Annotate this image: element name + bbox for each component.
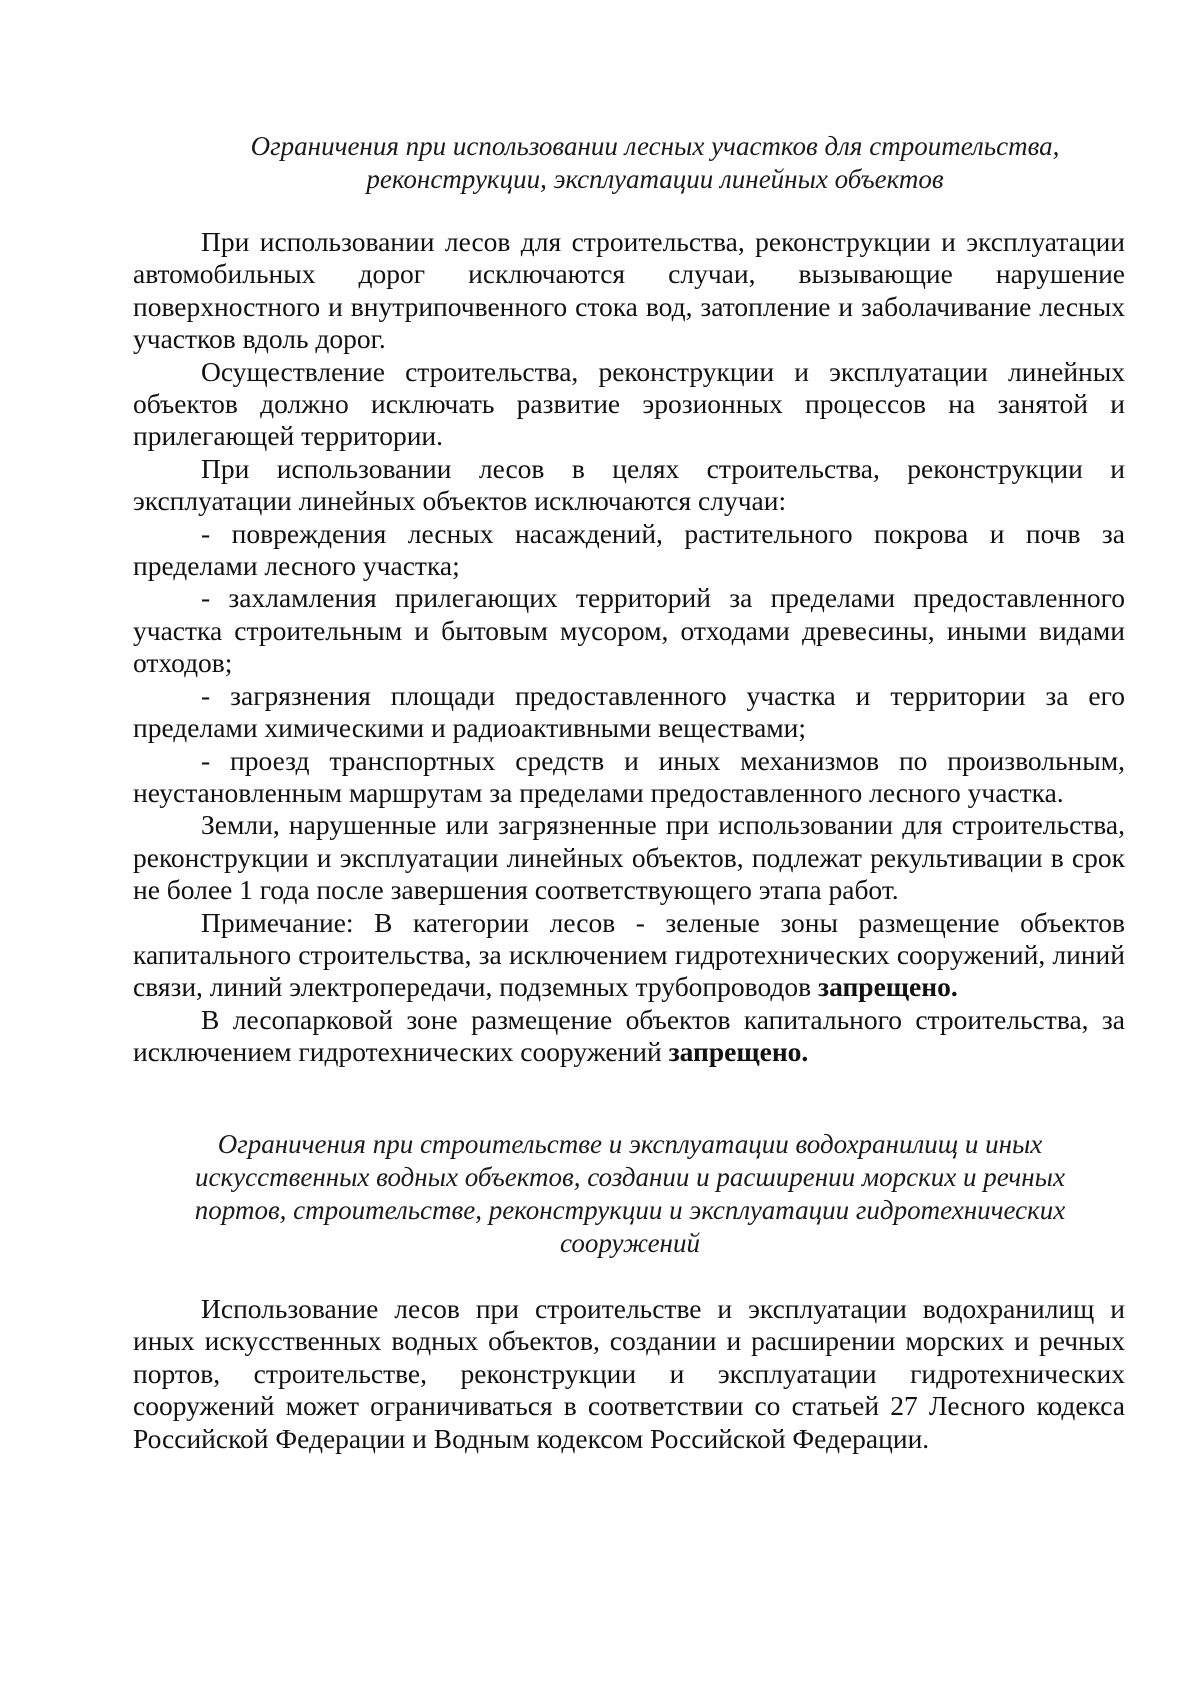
prohibited-label: запрещено. [668, 1036, 809, 1068]
paragraph: Осуществление строительства, реконструкции и эксплуатации линейных объектов должно исключать развитие эрозионных процессов на занятой и прилегающей территории. [133, 355, 1125, 452]
list-item: - проезд транспортных средств и иных механизмов по произвольным, неустановленным маршрутам за пределами предоставленного лесного участка. [133, 744, 1125, 808]
list-item: - загрязнения площади предоставленного участка и территории за его пределами химическими и радиоактивными веществами; [133, 679, 1125, 744]
paragraph: Земли, нарушенные или загрязненные при использовании для строительства, реконструкции и эксплуатации линейных объектов, подлежат рекультивации в срок не более 1 года после завершения соответствующего этапа работ. [133, 809, 1125, 906]
heading-line: искусственных водных объектов, создании и расширении морских и речных [195, 1162, 1065, 1192]
list-item: - повреждения лесных насаждений, растительного покрова и почв за пределами лесного участка; [133, 517, 1125, 582]
heading-line: Ограничения при использовании лесных участков для строительства, [250, 131, 1060, 161]
paragraph [133, 1004, 1125, 1069]
heading-line: сооружений [560, 1228, 700, 1258]
paragraph-text: В лесопарковой зоне размещение объектов капитального строительства, за исключением гидротехнических сооружений [133, 1003, 1125, 1068]
note-paragraph [133, 907, 1125, 1004]
note-text: Примечание: В категории лесов - зеленые зоны размещение объектов капитального строительства, за исключением гидротехнических сооружений, линий связи, линий электропередачи, подземных трубопроводов [133, 906, 1125, 1003]
prohibited-label: запрещено. [818, 971, 958, 1003]
section-body-water-objects [133, 1293, 1125, 1455]
paragraph: При использовании лесов для строительства, реконструкции и эксплуатации автомобильных дорог исключаются случаи, вызывающие нарушение поверхностного и внутрипочвенного стока вод, затопление и заболачивание лесных участков вдоль дорог. [133, 226, 1125, 355]
heading-line: реконструкции, эксплуатации линейных объектов [366, 164, 944, 194]
heading-line: портов, строительстве, реконструкции и эксплуатации гидротехнических [194, 1195, 1066, 1225]
paragraph: Использование лесов при строительстве и эксплуатации водохранилищ и иных искусственных водных объектов, создании и расширении морских и речных портов, строительстве, реконструкции и эксплуатации гидротехнических сооружений может ограничиваться в соответствии со статьей 27 Лесного кодекса Российской Федерации и Водным кодексом Российской Федерации. [133, 1293, 1125, 1454]
list-item: - захламления прилегающих территорий за пределами предоставленного участка строительным и бытовым мусором, отходами древесины, иными видами отходов; [133, 582, 1125, 679]
heading-line: Ограничения при строительстве и эксплуатации водохранилищ и иных [217, 1129, 1043, 1159]
section-heading-water-objects [170, 1128, 1090, 1260]
section-body-linear-objects [133, 226, 1125, 1069]
section-heading-linear-objects [220, 130, 1090, 196]
paragraph: При использовании лесов в целях строительства, реконструкции и эксплуатации линейных объектов исключаются случаи: [133, 452, 1125, 517]
